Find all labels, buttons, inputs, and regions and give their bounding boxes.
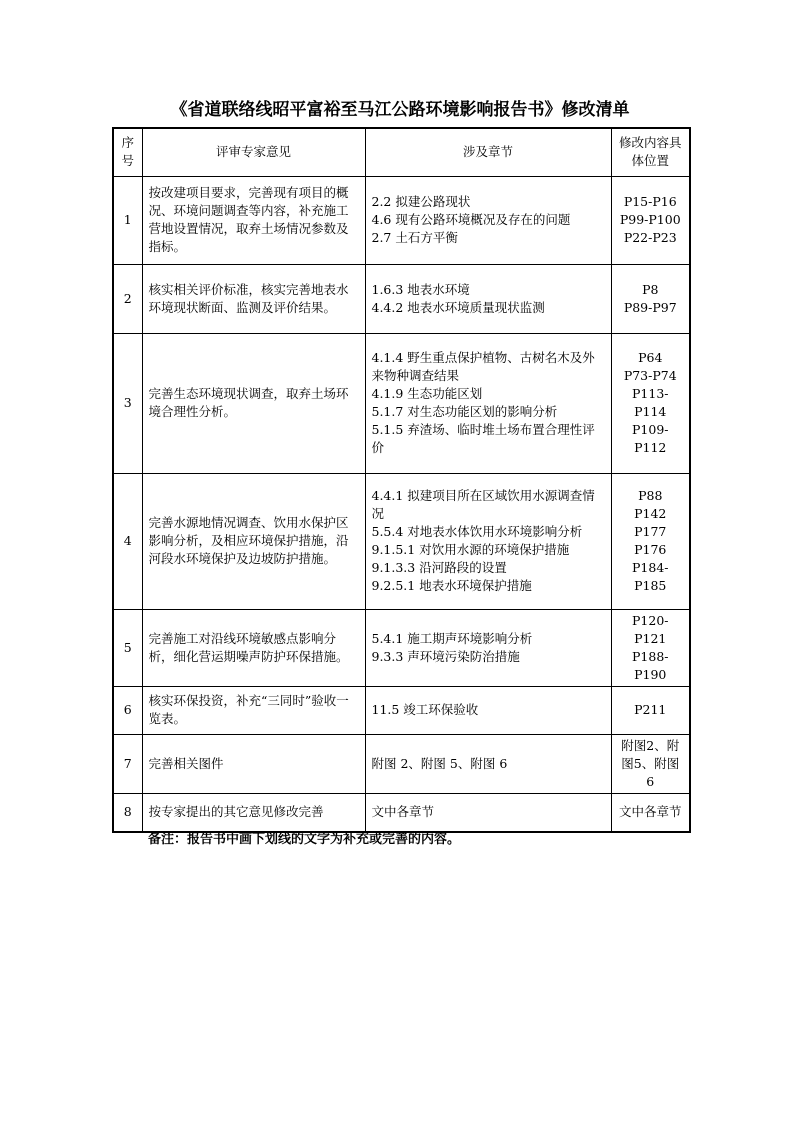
page-item: P113-P114 xyxy=(632,386,669,419)
page-item: P142 xyxy=(634,506,667,521)
chapter-item: 5.5.4 对地表水体饮用水环境影响分析 xyxy=(371,524,583,539)
page-item: P73-P74 xyxy=(623,368,677,383)
related-chapters xyxy=(365,734,611,793)
page-item: P8 xyxy=(642,281,659,297)
footnote: 备注：报告书中画下划线的文字为补充或完善的内容。 xyxy=(148,832,461,847)
expert-opinion: 核实相关评价标准，核实完善地表水环境现状断面、监测及评价结果。 xyxy=(142,264,365,333)
page-item: P99-P100 xyxy=(619,212,681,227)
row-number: 4 xyxy=(113,473,142,609)
row-number: 3 xyxy=(113,333,142,473)
expert-opinion: 完善相关图件 xyxy=(142,734,365,793)
page-item: P120-P121 xyxy=(632,612,669,646)
related-chapters xyxy=(365,473,611,609)
chapter-item: 4.1.4 野生重点保护植物、古树名木及外来物种调查结果 xyxy=(371,350,595,383)
header-no: 序号 xyxy=(113,128,142,176)
chapter-item: 4.1.9 生态功能区划 xyxy=(371,386,483,401)
chapter-item: 5.1.5 弃渣场、临时堆土场布置合理性评价 xyxy=(371,422,595,455)
page-item: 附图2、附图5、附图6 xyxy=(621,737,680,789)
page-location xyxy=(611,176,690,264)
page-location xyxy=(611,609,690,686)
expert-opinion: 核实环保投资，补充“三同时”验收一览表。 xyxy=(142,686,365,734)
row-number: 5 xyxy=(113,609,142,686)
chapter-item: 5.1.7 对生态功能区划的影响分析 xyxy=(371,404,558,419)
page-item: P15-P16 xyxy=(623,194,677,209)
page-location xyxy=(611,264,690,333)
expert-opinion: 完善水源地情况调查、饮用水保护区影响分析，及相应环境保护措施，沿河段水环境保护及边坡防护措施。 xyxy=(142,473,365,609)
table-row xyxy=(113,473,690,609)
chapter-item: 文中各章节 xyxy=(371,804,435,820)
page-item: P22-P23 xyxy=(623,230,677,245)
row-number: 6 xyxy=(113,686,142,734)
related-chapters xyxy=(365,333,611,473)
page-item: P89-P97 xyxy=(623,299,677,315)
expert-opinion: 按改建项目要求，完善现有项目的概况、环境问题调查等内容，补充施工营地设置情况，取弃土场情况参数及指标。 xyxy=(142,176,365,264)
header-opinion: 评审专家意见 xyxy=(142,128,365,176)
row-number: 8 xyxy=(113,793,142,832)
page-item: P188-P190 xyxy=(632,648,669,682)
page-location xyxy=(611,734,690,793)
chapter-item: 9.1.5.1 对饮用水源的环境保护措施 xyxy=(371,542,570,557)
page-item: P176 xyxy=(634,542,667,557)
chapter-item: 9.2.5.1 地表水环境保护措施 xyxy=(371,578,532,593)
chapter-item: 9.1.3.3 沿河路段的设置 xyxy=(371,560,507,575)
page-item: 文中各章节 xyxy=(618,804,682,820)
table-row xyxy=(113,176,690,264)
row-number: 7 xyxy=(113,734,142,793)
related-chapters xyxy=(365,609,611,686)
page-location xyxy=(611,333,690,473)
table-row xyxy=(113,333,690,473)
row-number: 2 xyxy=(113,264,142,333)
expert-opinion: 完善生态环境现状调查，取弃土场环境合理性分析。 xyxy=(142,333,365,473)
chapter-item: 5.4.1 施工期声环境影响分析 xyxy=(371,630,533,646)
table-row xyxy=(113,734,690,793)
table-row xyxy=(113,609,690,686)
row-number: 1 xyxy=(113,176,142,264)
chapter-item: 9.3.3 声环境污染防治措施 xyxy=(371,648,520,664)
related-chapters xyxy=(365,793,611,832)
table-row xyxy=(113,686,690,734)
header-location: 修改内容具体位置 xyxy=(611,128,690,176)
related-chapters xyxy=(365,176,611,264)
page-location xyxy=(611,473,690,609)
expert-opinion: 完善施工对沿线环境敏感点影响分析，细化营运期噪声防护环保措施。 xyxy=(142,609,365,686)
chapter-item: 4.4.2 地表水环境质量现状监测 xyxy=(371,299,545,315)
chapter-item: 11.5 竣工环保验收 xyxy=(371,702,479,717)
table-row xyxy=(113,264,690,333)
table-row xyxy=(113,793,690,832)
chapter-item: 4.6 现有公路环境概况及存在的问题 xyxy=(371,212,571,227)
related-chapters xyxy=(365,264,611,333)
page-item: P109-P112 xyxy=(632,422,669,455)
chapter-item: 附图 2、附图 5、附图 6 xyxy=(371,755,508,771)
page-item: P88 xyxy=(638,488,663,503)
chapter-item: 2.2 拟建公路现状 xyxy=(371,194,471,209)
chapter-item: 1.6.3 地表水环境 xyxy=(371,281,470,297)
revision-table xyxy=(112,127,691,833)
chapter-item: 2.7 土石方平衡 xyxy=(371,230,458,245)
page-location xyxy=(611,686,690,734)
chapter-item: 4.4.1 拟建项目所在区域饮用水源调查情况 xyxy=(371,488,595,521)
page-item: P64 xyxy=(638,350,663,365)
expert-opinion: 按专家提出的其它意见修改完善 xyxy=(142,793,365,832)
document-title: 《省道联络线昭平富裕至马江公路环境影响报告书》修改清单 xyxy=(170,100,630,120)
page-item: P184-P185 xyxy=(632,560,669,593)
header-chapter: 涉及章节 xyxy=(365,128,611,176)
page-location xyxy=(611,793,690,832)
related-chapters xyxy=(365,686,611,734)
page-item: P177 xyxy=(634,524,667,539)
page-item: P211 xyxy=(634,702,667,717)
